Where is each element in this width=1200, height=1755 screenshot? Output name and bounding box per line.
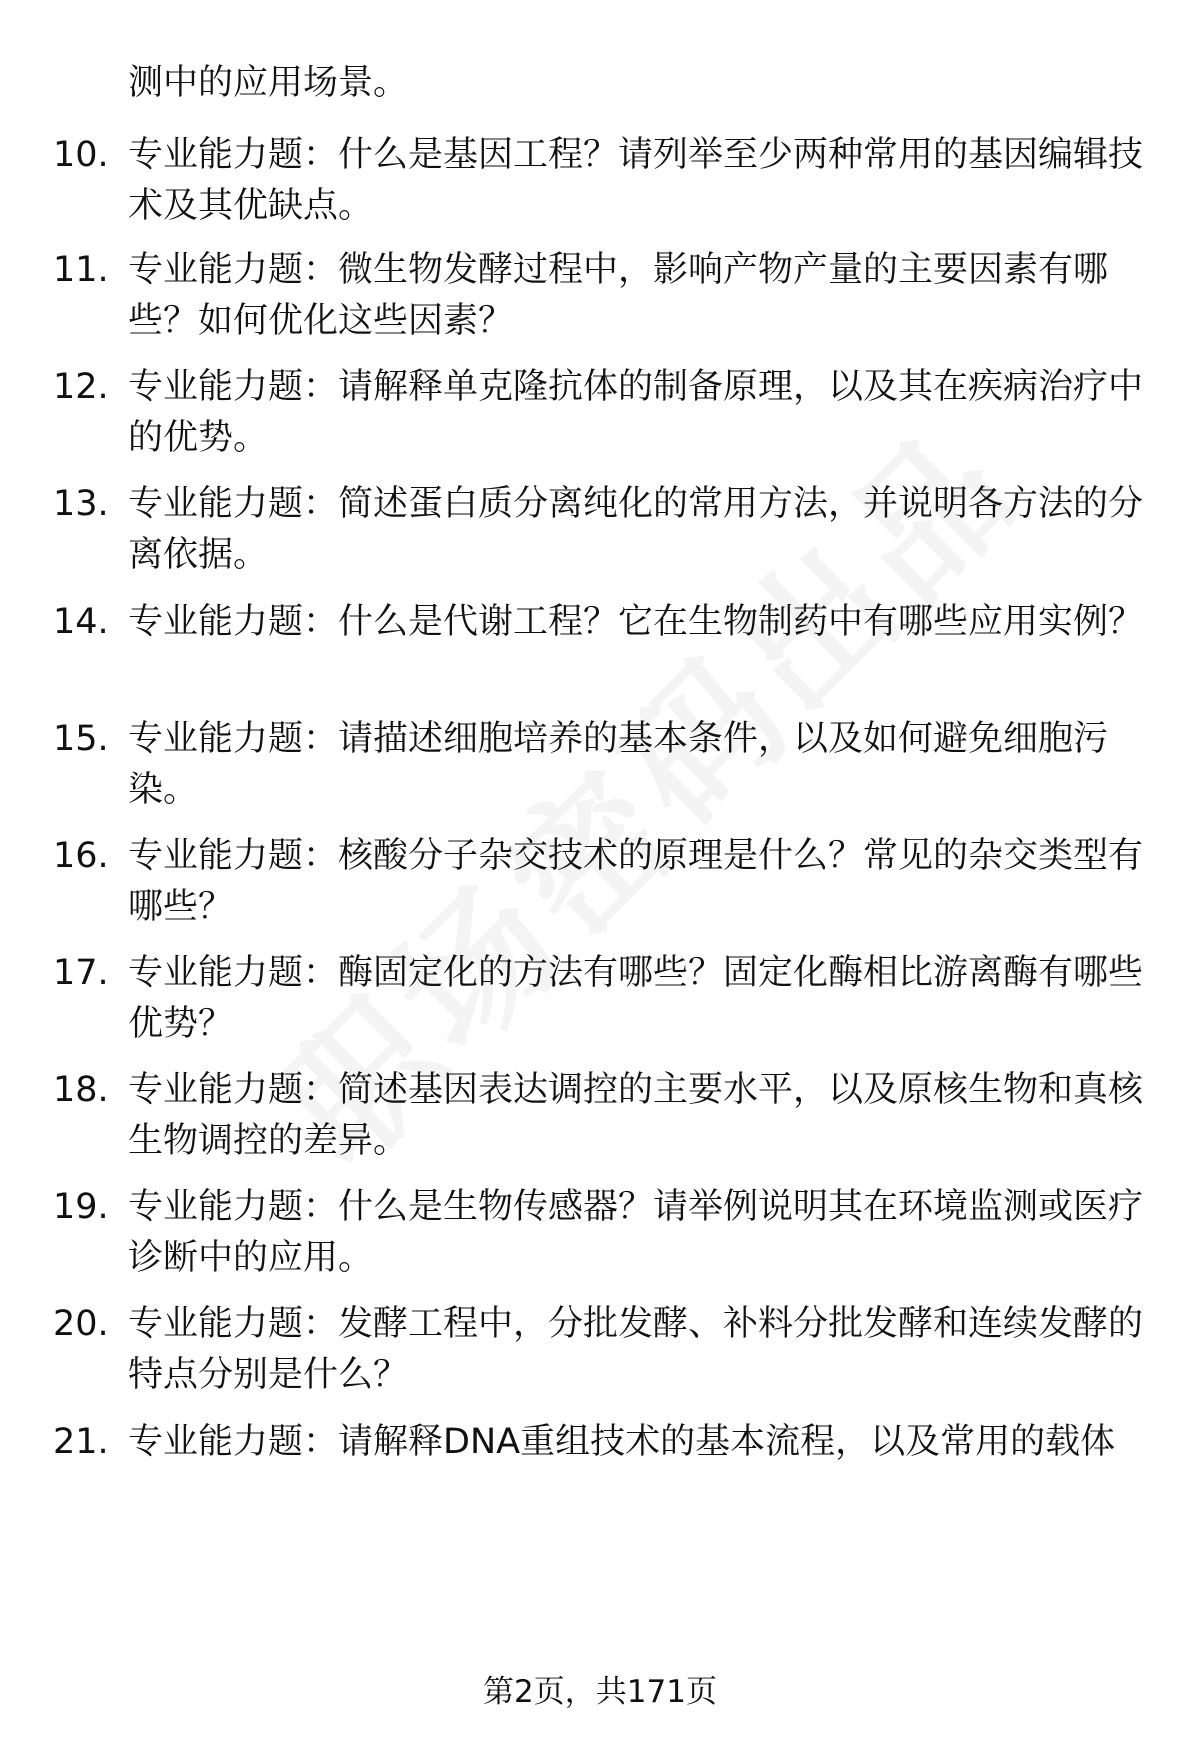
- question-number: 14.: [53, 602, 109, 642]
- question-text: 专业能力题：发酵工程中，分批发酵、补料分批发酵和连续发酵的特点分别是什么？: [128, 1304, 1144, 1395]
- question-text: 专业能力题：请解释DNA重组技术的基本流程，以及常用的载体: [128, 1422, 1116, 1462]
- question-number: 16.: [53, 836, 109, 876]
- question-text: 专业能力题：简述蛋白质分离纯化的常用方法，并说明各方法的分离依据。: [128, 484, 1144, 575]
- question-number: 10.: [53, 135, 109, 175]
- question-number: 20.: [53, 1304, 109, 1344]
- question-number: 19.: [53, 1187, 109, 1227]
- page-footer: 第2页，共171页: [483, 1674, 717, 1710]
- question-text: 专业能力题：什么是基因工程？请列举至少两种常用的基因编辑技术及其优缺点。: [128, 135, 1144, 226]
- question-text: 专业能力题：简述基因表达调控的主要水平，以及原核生物和真核生物调控的差异。: [128, 1070, 1144, 1161]
- question-number: 13.: [53, 484, 109, 524]
- continuation-text: 测中的应用场景。: [128, 63, 409, 103]
- question-text: 专业能力题：核酸分子杂交技术的原理是什么？常见的杂交类型有哪些？: [128, 836, 1144, 927]
- question-text: 专业能力题：请描述细胞培养的基本条件，以及如何避免细胞污染。: [128, 719, 1109, 810]
- question-number: 18.: [53, 1070, 109, 1110]
- question-text: 专业能力题：什么是代谢工程？它在生物制药中有哪些应用实例？: [128, 602, 1144, 642]
- question-number: 12.: [53, 367, 109, 407]
- question-number: 21.: [53, 1422, 109, 1462]
- question-text: 专业能力题：请解释单克隆抗体的制备原理，以及其在疾病治疗中的优势。: [128, 367, 1144, 458]
- question-number: 17.: [53, 953, 109, 993]
- question-text: 专业能力题：微生物发酵过程中，影响产物产量的主要因素有哪些？如何优化这些因素？: [128, 250, 1109, 341]
- question-text: 专业能力题：酶固定化的方法有哪些？固定化酶相比游离酶有哪些优势？: [128, 953, 1144, 1044]
- question-number: 15.: [53, 719, 109, 759]
- question-text: 专业能力题：什么是生物传感器？请举例说明其在环境监测或医疗诊断中的应用。: [128, 1187, 1144, 1278]
- question-number: 11.: [53, 250, 109, 290]
